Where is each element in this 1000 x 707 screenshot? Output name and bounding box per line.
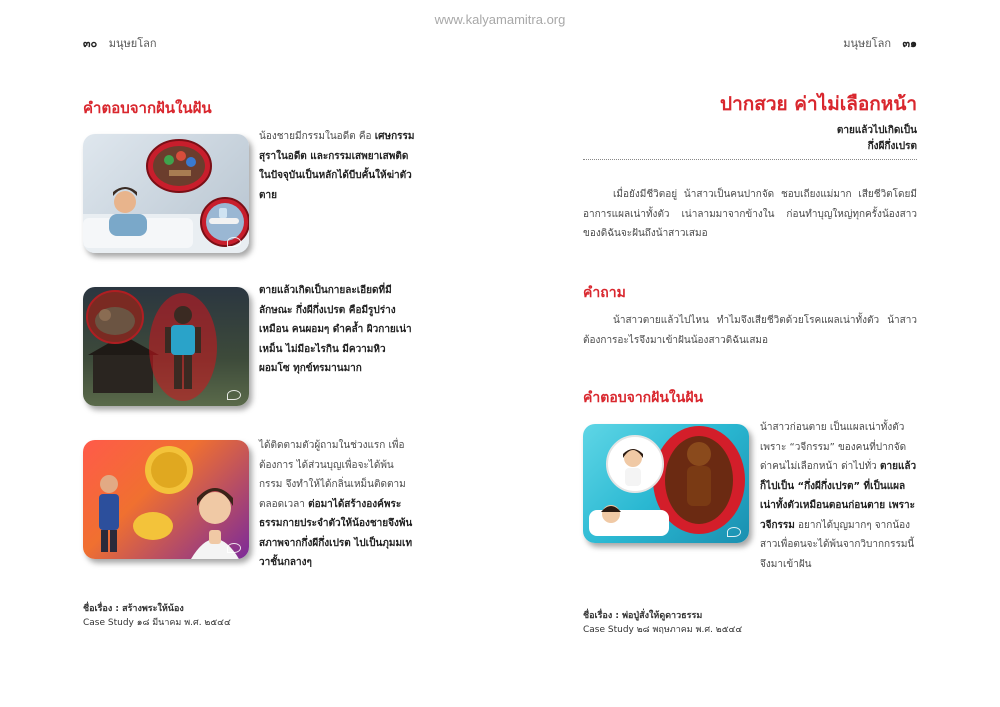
artist-signature-icon <box>227 390 241 400</box>
right-question-title: คำถาม <box>583 285 626 301</box>
right-intro: เมื่อยังมีชีวิตอยู่ น้าสาวเป็นคนปากจัด ชอบเถียงแม่มาก เสียชีวิตโดยมีอาการแผลเน่าทั้งตัว เน่าลามมาจากข้างใน ก่อนทำบุญใหญ่ทุกครั้งน้องสาวของดิฉันจะฝันถึงน้าสาวเสมอ <box>583 189 917 239</box>
right-answer-bold: ตายแล้วก็ไปเป็น “กึ่งผีกึ่งเปรต” ที่เป็นแผลเน่าทั้งตัวเหมือนตอนก่อนตาย เพราะวจีกรรม <box>760 461 917 531</box>
right-subtitle-line-2: กึ่งผีกึ่งเปรต <box>867 141 917 152</box>
left-block-1-bold: เศษกรรมสุราในอดีต และกรรมเสพยาเสพติดในปัจจุบันเป็นหลักได้บีบคั้นให้ฆ่าตัวตาย <box>259 131 415 201</box>
statue-scene-graphic <box>83 440 249 559</box>
illustration-rotting-aunt <box>583 424 749 543</box>
illustration-hospital-brother <box>83 134 249 253</box>
right-citation-title: ชื่อเรื่อง : พ่อปู่สั่งให้ดูดาวธรรม <box>583 611 703 621</box>
right-answer <box>760 418 917 574</box>
left-page-number: ๓๐ <box>83 37 98 50</box>
left-block-1 <box>259 127 417 205</box>
left-citation <box>83 602 231 630</box>
site-url: www.kalyamamitra.org <box>434 12 566 27</box>
right-subtitle-line-1: ตายแล้วไปเกิดเป็น <box>836 125 917 136</box>
right-question: น้าสาวตายแล้วไปไหน ทำไมจึงเสียชีวิตด้วยโรคแผลเน่าทั้งตัว น้าสาวต้องการอะไรจึงมาเข้าฝันน้องสาวดิฉันเสมอ <box>583 315 917 346</box>
right-running-title: มนุษยโลก <box>843 37 891 50</box>
hospital-scene-graphic <box>83 134 249 253</box>
left-block-3-text: ได้ติดตามตัวผู้ถามในช่วงแรก เพื่อต้องการ ได้ส่วนบุญเพื่อจะได้พ้นกรรม จึงทำให้ได้กลิ่นเหม็นติดตามตลอดเวลา <box>259 440 406 510</box>
left-running-title: มนุษยโลก <box>108 37 157 50</box>
left-section-title: คำตอบจากฝันในฝัน <box>83 99 212 117</box>
right-answer-text-2: อยากได้บุญมากๆ จากน้องสาวเพื่อตนจะได้พ้นจากวิบากกรรมนี้ จึงมาเข้าฝัน <box>760 519 915 570</box>
illustration-half-ghost <box>83 287 249 406</box>
left-page-header <box>83 34 157 52</box>
left-block-1-text: น้องชายมีกรรมในอดีต คือ <box>259 131 375 142</box>
right-subtitle <box>837 123 917 155</box>
illustration-dhammakaya-statue <box>83 440 249 559</box>
left-block-3-bold: ต่อมาได้สร้างองค์พระธรรมกายประจำตัวให้น้องชายจึงพ้นสภาพจากกึ่งผีกึ่งเปรต ไปเป็นภุมมเทวาชั้นกลางๆ <box>259 498 413 568</box>
artist-signature-icon <box>727 527 741 537</box>
artist-signature-icon <box>227 543 241 553</box>
left-block-2 <box>259 281 417 379</box>
right-page-number: ๓๑ <box>902 37 917 50</box>
artist-signature-icon <box>227 237 241 247</box>
left-block-2-bold: ตายแล้วเกิดเป็นกายละเอียดที่มีลักษณะ กึ่งผีกึ่งเปรต คือมีรูปร่างเหมือน คนผอมๆ ดำคล้ำ ผิวกายเน่าเหม็น ไม่มีอะไรกิน มีความหิว ผอมโซ ทุกข์ทรมานมาก <box>259 285 412 374</box>
right-citation-case: Case Study ๒๘ พฤษภาคม พ.ศ. ๒๕๔๔ <box>583 625 743 635</box>
right-answer-text-1: น้าสาวก่อนตาย เป็นแผลเน่าทั้งตัว เพราะ “วจีกรรม” ของคนที่ปากจัด ด่าคนไม่เลือกหน้า ด่าไปทั่ว <box>760 422 907 472</box>
left-block-3 <box>259 436 417 573</box>
left-citation-title: ชื่อเรื่อง : สร้างพระให้น้อง <box>83 604 184 614</box>
right-page-header <box>843 34 917 52</box>
aunt-scene-graphic <box>583 424 749 543</box>
left-citation-case: Case Study ๑๘ มีนาคม พ.ศ. ๒๕๔๔ <box>83 618 231 628</box>
right-title-divider <box>583 159 917 160</box>
ghost-scene-graphic <box>83 287 249 406</box>
right-citation <box>583 609 742 637</box>
right-story-title: ปากสวย ค่าไม่เลือกหน้า <box>720 93 917 115</box>
right-answer-title: คำตอบจากฝันในฝัน <box>583 390 704 406</box>
